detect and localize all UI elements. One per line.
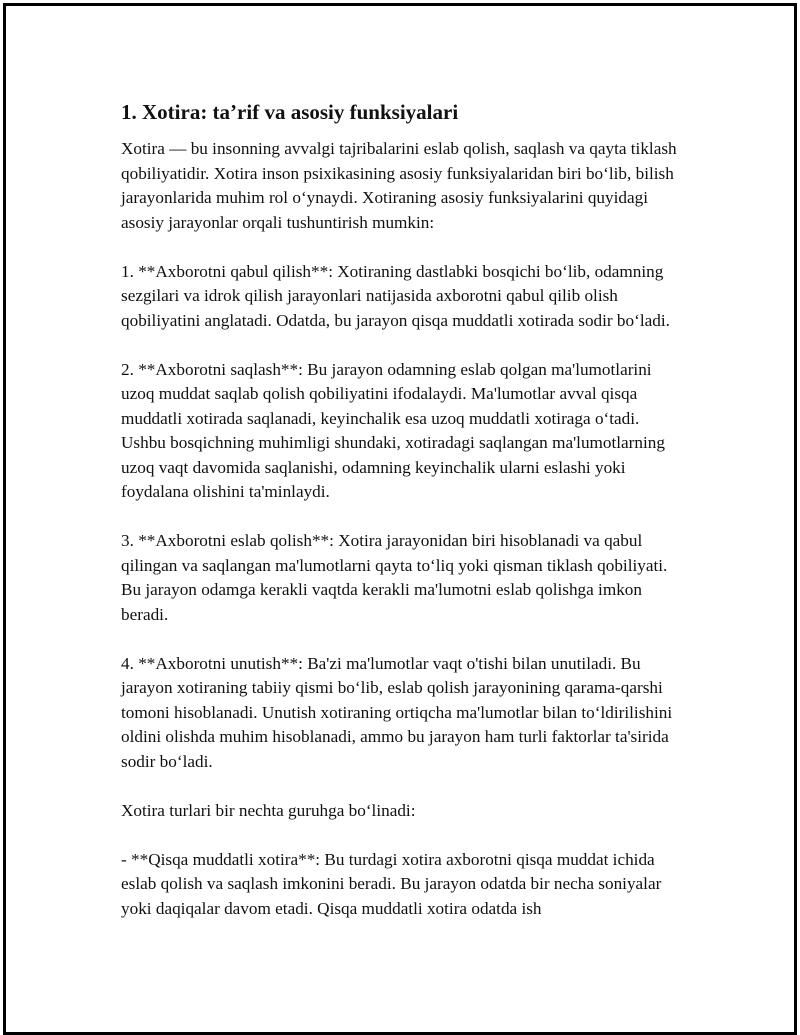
paragraph-forgetting: 4. **Axborotni unutish**: Ba'zi ma'lumotlar vaqt o'tishi bilan unutiladi. Bu jarayon xotiraning tabiiy qismi bo‘lib, eslab qolish jarayonining qarama-qarshi tomoni hisoblanadi. Unutish xotiraning ortiqcha ma'lumotlar bilan to‘ldirilishini oldini olishda muhim hisoblanadi, ammo bu jarayon ham turli faktorlar ta'sirida sodir bo‘ladi. [121, 653, 673, 771]
intro-paragraph: Xotira — bu insonning avvalgi tajribalarini eslab qolish, saqlash va qayta tiklash qobiliyatidir. Xotira inson psixikasining asosiy funksiyalaridan biri bo‘lib, bilish jarayonlarida muhim rol o‘ynaydi. Xotiraning asosiy funksiyalarini quyidagi asosiy jarayonlar orqali tushuntirish mumkin: [121, 139, 677, 232]
paragraph-memory-types: Xotira turlari bir nechta guruhga bo‘linadi: [121, 800, 416, 820]
section-heading: 1. Xotira: ta’rif va asosiy funksiyalari [121, 100, 459, 124]
paragraph-storing: 2. **Axborotni saqlash**: Bu jarayon odamning eslab qolgan ma'lumotlarini uzoq muddat saqlab qolish qobiliyatini ifodalaydi. Ma'lumotlar avval qisqa muddatli xotirada saqlanadi, keyinchalik esa uzoq muddatli xotiraga o‘tadi. Ushbu bosqichning muhimligi shundaki, xotiradagi saqlangan ma'lumotlarning uzoq vaqt davomida saqlanishi, odamning keyinchalik ularni eslashi yoki foydalana olishini ta'minlaydi. [121, 359, 665, 501]
page-frame [3, 3, 797, 1035]
document-body [121, 98, 681, 946]
paragraph-short-term-memory: - **Qisqa muddatli xotira**: Bu turdagi xotira axborotni qisqa muddat ichida eslab qolish va saqlash imkonini beradi. Bu jarayon odatda bir necha soniyalar yoki daqiqalar davom etadi. Qisqa muddatli xotira odatda ish [121, 849, 662, 918]
paragraph-receiving: 1. **Axborotni qabul qilish**: Xotiraning dastlabki bosqichi bo‘lib, odamning sezgilari va idrok qilish jarayonlari natijasida axborotni qabul qilib olish qobiliyatini anglatadi. Odatda, bu jarayon qisqa muddatli xotirada sodir bo‘ladi. [121, 261, 670, 330]
paragraph-recalling: 3. **Axborotni eslab qolish**: Xotira jarayonidan biri hisoblanadi va qabul qilingan va saqlangan ma'lumotlarni qayta to‘liq yoki qisman tiklash qobiliyati. Bu jarayon odamga kerakli vaqtda kerakli ma'lumotni eslab qolishga imkon beradi. [121, 531, 668, 624]
